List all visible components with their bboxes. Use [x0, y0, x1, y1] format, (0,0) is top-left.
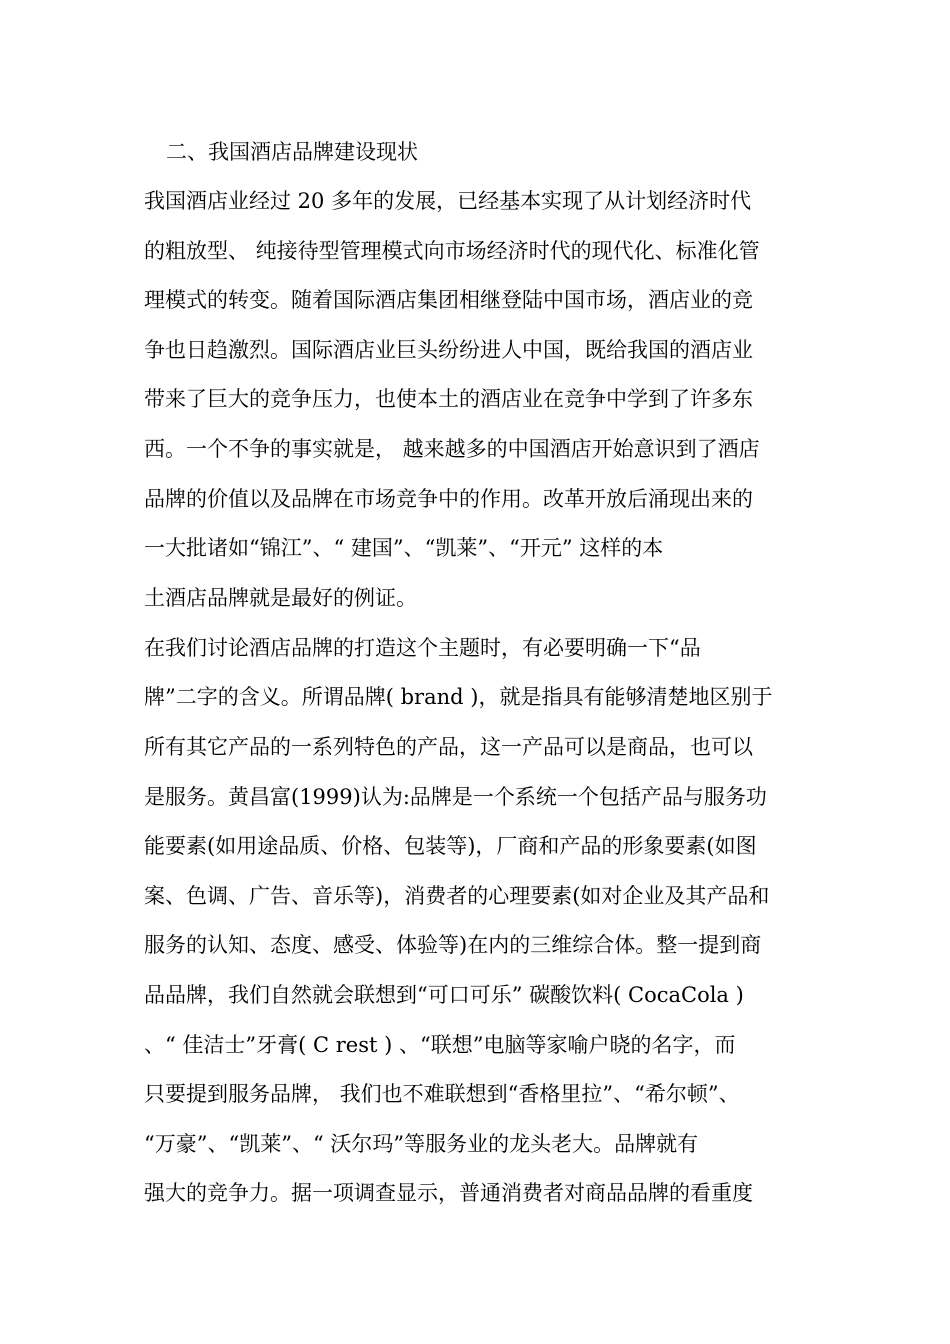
- body-line-2: 的粗放型、 纯接待型管理模式向市场经济时代的现代化、标准化管: [144, 239, 760, 263]
- body-line-11: 牌”二字的含义。所谓品牌( brand )，就是指具有能够清楚地区别于: [144, 685, 773, 709]
- body-line-15: 案、色调、广告、音乐等)，消费者的心理要素(如对企业及其产品和: [144, 884, 770, 908]
- body-line-19: 只要提到服务品牌， 我们也不难联想到“香格里拉”、“希尔顿”、: [144, 1082, 740, 1106]
- body-line-10: 在我们讨论酒店品牌的打造这个主题时，有必要明确一下“品: [144, 636, 701, 660]
- section-heading: 二、我国酒店品牌建设现状: [166, 140, 418, 164]
- body-line-7: 品牌的价值以及品牌在市场竞争中的作用。改革开放后涌现出来的: [144, 487, 753, 511]
- body-line-16: 服务的认知、态度、感受、体验等)在内的三维综合体。整一提到商: [144, 933, 762, 957]
- body-line-8: 一大批诸如“锦江”、“ 建国”、“凯莱”、“开元” 这样的本: [144, 536, 664, 560]
- body-line-14: 能要素(如用途品质、价格、包装等)，厂商和产品的形象要素(如图: [144, 834, 757, 858]
- body-line-13: 是服务。黄昌富(1999)认为:品牌是一个系统一个包括产品与服务功: [144, 785, 767, 809]
- body-line-4: 争也日趋激烈。国际酒店业巨头纷纷进人中国，既给我国的酒店业: [144, 338, 753, 362]
- body-line-12: 所有其它产品的一系列特色的产品，这一产品可以是商品，也可以: [144, 735, 753, 759]
- body-line-9: 土酒店品牌就是最好的例证。: [144, 586, 417, 610]
- body-line-21: 强大的竞争力。据一项调查显示，普通消费者对商品品牌的看重度: [144, 1181, 753, 1205]
- body-line-5: 带来了巨大的竞争压力，也使本土的酒店业在竞争中学到了许多东: [144, 387, 753, 411]
- body-line-1: 我国酒店业经过 20 多年的发展，已经基本实现了从计划经济时代: [144, 189, 752, 213]
- body-line-20: “万豪”、“凯莱”、“ 沃尔玛”等服务业的龙头老大。品牌就有: [144, 1132, 699, 1156]
- body-line-17: 品品牌，我们自然就会联想到“可口可乐” 碳酸饮料( CocaCola ): [144, 983, 744, 1007]
- body-line-6: 西。一个不争的事实就是， 越来越多的中国酒店开始意识到了酒店: [144, 437, 760, 461]
- body-line-3: 理模式的转变。随着国际酒店集团相继登陆中国市场，酒店业的竞: [144, 288, 753, 312]
- body-line-18: 、“ 佳洁士”牙膏( C rest ) 、“联想”电脑等家喻户晓的名字，而: [144, 1033, 736, 1057]
